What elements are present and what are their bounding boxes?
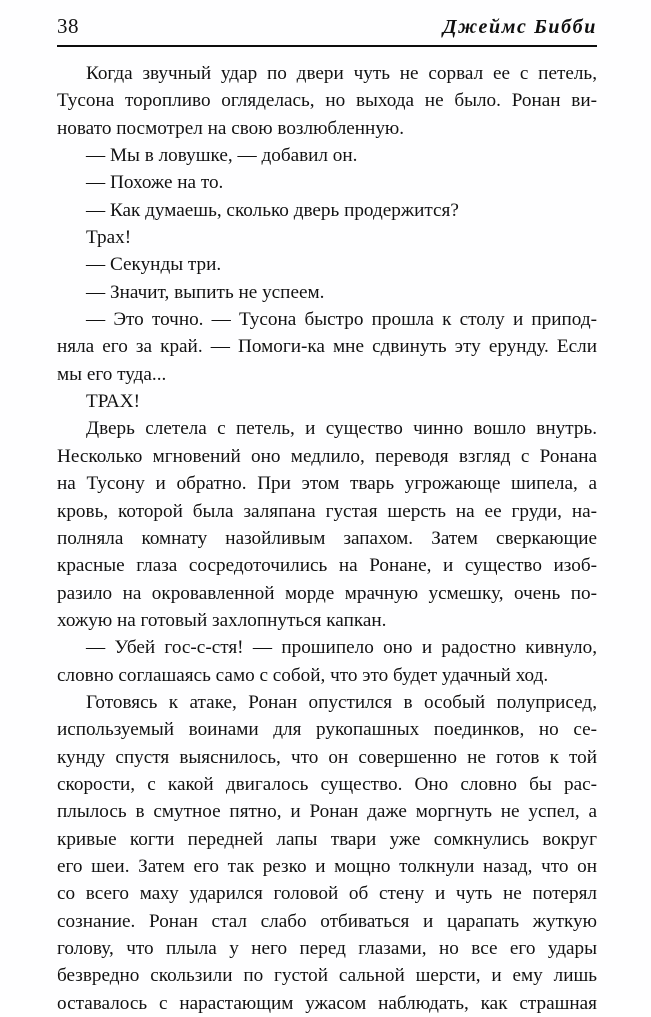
running-head xyxy=(57,14,597,39)
text-line: сознание. Ронан стал слабо отбиваться и царапать жуткую xyxy=(57,910,597,932)
text-line: — Убей гос-с-стя! — прошипело оно и радостно кивнуло, xyxy=(86,637,597,659)
text-line: няла его за край. — Помоги-ка мне сдвинуть эту ерунду. Если xyxy=(57,336,597,358)
text-line: — Как думаешь, сколько дверь продержится? xyxy=(86,199,459,221)
text-line: мы его туда... xyxy=(57,363,167,385)
text-line: используемый воинами для рукопашных поединков, но се- xyxy=(57,719,597,741)
text-line: Готовясь к атаке, Ронан опустился в особый полуприсед, xyxy=(86,691,597,713)
text-line: со всего маху ударился головой об стену и чуть не потерял xyxy=(57,883,597,905)
text-line: Трах! xyxy=(86,227,132,249)
text-line: на Тусону и обратно. При этом тварь угрожающе шипела, а xyxy=(57,473,597,495)
text-line: красные глаза сосредоточились на Ронане, и существо изоб- xyxy=(57,555,597,577)
text-line: скорости, с какой двигалось существо. Оно словно бы рас- xyxy=(57,773,597,795)
header-rule xyxy=(57,45,597,47)
text-line: — Похоже на то. xyxy=(86,172,224,194)
text-line: его шеи. Затем его так резко и мощно толкнули назад, что он xyxy=(57,855,597,877)
text-line: плылось в смутное пятно, и Ронан даже моргнуть не успел, а xyxy=(57,801,597,823)
body-text xyxy=(57,60,597,1017)
running-head-author: Джеймс Бибби xyxy=(442,16,597,38)
text-line: Когда звучный удар по двери чуть не сорвал ее с петель, xyxy=(86,63,597,84)
text-line: кривые когти передней лапы твари уже сомкнулись вокруг xyxy=(57,828,597,850)
text-line: словно соглашаясь само с собой, что это будет удачный ход. xyxy=(57,664,549,686)
text-line: кровь, которой была заляпана густая шерсть на ее груди, на- xyxy=(57,500,597,522)
text-line: Тусона торопливо огляделась, но выхода не было. Ронан ви- xyxy=(57,90,597,112)
text-line: Несколько мгновений оно медлило, переводя взгляд с Ронана xyxy=(57,445,597,467)
text-line: хожую на готовый захлопнуться капкан. xyxy=(57,609,387,631)
text-line: разило на окровавленной морде мрачную усмешку, очень по- xyxy=(57,582,597,604)
text-line: новато посмотрел на свою возлюбленную. xyxy=(57,117,405,139)
text-line: голову, что плыла у него перед глазами, но все его удары xyxy=(57,938,597,959)
page-number: 38 xyxy=(57,14,79,38)
text-line: ТРАХ! xyxy=(86,391,141,413)
text-line: — Это точно. — Тусона быстро прошла к столу и припод- xyxy=(86,309,597,331)
text-line: кунду спустя выяснилось, что он совершенно не готов к той xyxy=(57,746,597,768)
text-line: полняла комнату назойливым запахом. Затем сверкающие xyxy=(57,527,597,549)
text-line: безвредно скользили по густой сальной шерсти, и ему лишь xyxy=(57,965,597,987)
text-line: — Секунды три. xyxy=(86,254,222,276)
text-line: — Мы в ловушке, — добавил он. xyxy=(86,145,358,167)
text-line: Дверь слетела с петель, и существо чинно вошло внутрь. xyxy=(86,418,597,440)
text-line: оставалось с нарастающим ужасом наблюдать, как страшная xyxy=(57,992,597,1014)
text-line: — Значит, выпить не успеем. xyxy=(86,281,325,303)
